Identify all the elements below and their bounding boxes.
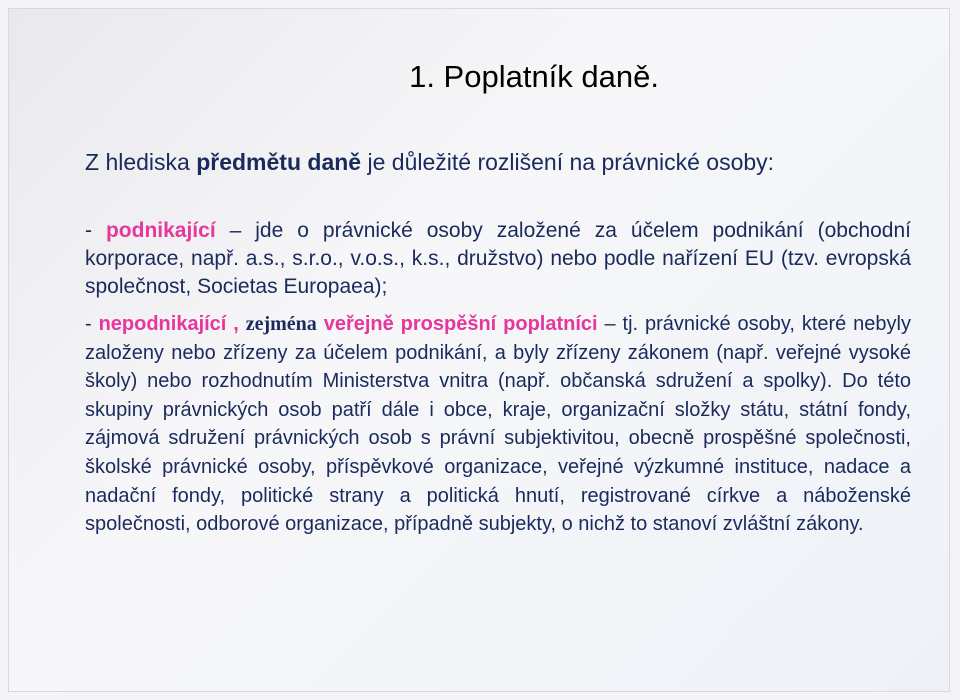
item2-zejmena: zejména [245,313,317,335]
item1-text: – jde o právnické osoby založené za účelem podnikání (obchodní korporace, např. a.s., s.r.o., v.o.s., k.s., družstvo) nebo podle nařízení EU (tzv. evropská společnost, Societas Europaea); [85,219,912,298]
item2-dash: - [85,313,99,335]
item2-comma: , [226,313,246,335]
list-item-podnikajici [85,217,911,301]
item1-dash: - [85,219,106,242]
intro-bold-term: předmětu daně [196,149,362,175]
intro-before: Z hlediska [85,149,197,175]
intro-paragraph [85,147,911,177]
item2-term2: veřejně prospěšní poplatníci [316,313,598,335]
intro-after: je důležité rozlišení na právnické osoby: [361,149,775,175]
item2-text: – tj. právnické osoby, které nebyly založeny nebo zřízeny za účelem podnikání, a byly zřízeny zákonem (např. veřejné vysoké školy) nebo rozhodnutím Ministerstva vnitra (např. občanská sdružení a spolky). Do této skupiny právnických osob patří dále i obce, kraje, organizační složky státu, státní fondy, zájmová sdružení právnických osob s právní subjektivitou, obecně prospěšné společnosti, školské právnické osoby, příspěvkové organizace, veřejné výzkumné instituce, nadace a nadační fondy, politické strany a politická hnutí, registrované církve a náboženské společnosti, odborové organizace, případně subjekty, o nichž to stanoví zvláštní zákony. [85,313,911,536]
slide-title: 1. Poplatník daně. [409,59,659,94]
slide [8,8,950,692]
item1-term: podnikající [105,219,216,242]
item2-term: nepodnikající [98,313,227,335]
list-item-nepodnikajici [85,310,911,539]
